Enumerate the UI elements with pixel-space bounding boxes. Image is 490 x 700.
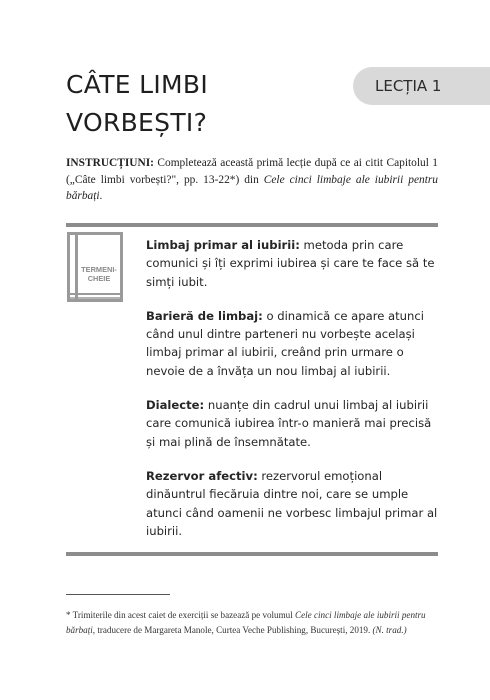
lesson-title-line-2: VORBEȘTI?	[66, 108, 208, 137]
instructions-label: INSTRUCȚIUNI:	[66, 157, 154, 169]
key-term-love-tank	[146, 467, 438, 540]
key-term-definition: rezervorul emoțional dinăuntrul fiecăruia dintre noi, care se umple atunci când oamenii ne vorbesc limbajul primar al iubirii.	[146, 468, 438, 538]
footnote-text: Trimiterile din acest caiet de exerciții se bazează pe volumul	[70, 610, 296, 620]
instructions-end: .	[99, 190, 103, 202]
instructions-book-title: Cele cinci limbaje ale iubirii pentru bărbați	[66, 173, 438, 202]
key-term-name: Limbaj primar al iubirii:	[146, 238, 300, 252]
footnote-separator	[66, 594, 170, 595]
key-term-definition: o dinamică ce apare atunci când unul dintre parteneri nu vorbește același limbaj primar al iubirii, creând prin urmare o nevoie de a învăța un nou limbaj al iubirii.	[146, 308, 424, 378]
key-term-name: Rezervor afectiv:	[146, 468, 258, 483]
key-term-primary-love-language	[146, 236, 438, 291]
key-term-definition: nuanțe din cadrul unui limbaj al iubirii care comunică iubirea într-o manieră mai precisă și mai plină de însemnătate.	[146, 398, 432, 449]
key-term-language-barrier	[146, 307, 438, 380]
lesson-number-tab: LECȚIA 1	[353, 67, 490, 105]
footnote-book-title: Cele cinci limbaje ale iubirii pentru bărbați	[66, 610, 426, 635]
key-term-name: Barieră de limbaj:	[146, 308, 263, 323]
key-term-definition: metoda prin care comunici și îți exprimi iubirea și care te face să te simți iubit.	[146, 238, 435, 289]
book-icon-label-line-2: CHEIE	[87, 274, 111, 283]
key-terms-book-icon	[67, 232, 125, 305]
key-terms-bottom-rule	[66, 552, 438, 556]
footnote-translator-note: (N. trad.)	[372, 625, 407, 635]
lesson-title	[66, 66, 326, 142]
footnote-marker: *	[66, 610, 71, 620]
book-icon-label-line-1: TERMENI-	[81, 265, 117, 274]
instructions-text: Completează această primă lecție după ce ai citit Capitolul 1 („Câte limbi vorbești?", pp. 13-22*) din	[66, 157, 438, 186]
footnote-translation-info: , traducere de Margareta Manole, Curtea Veche Publishing, București, 2019.	[92, 625, 373, 635]
key-terms-top-rule	[66, 223, 438, 227]
key-term-dialects	[146, 396, 438, 451]
footnote	[66, 608, 440, 638]
instructions	[66, 155, 438, 205]
key-terms-list	[146, 236, 438, 556]
key-term-name: Dialecte:	[146, 398, 205, 413]
lesson-title-line-1: CÂTE LIMBI	[66, 70, 209, 99]
